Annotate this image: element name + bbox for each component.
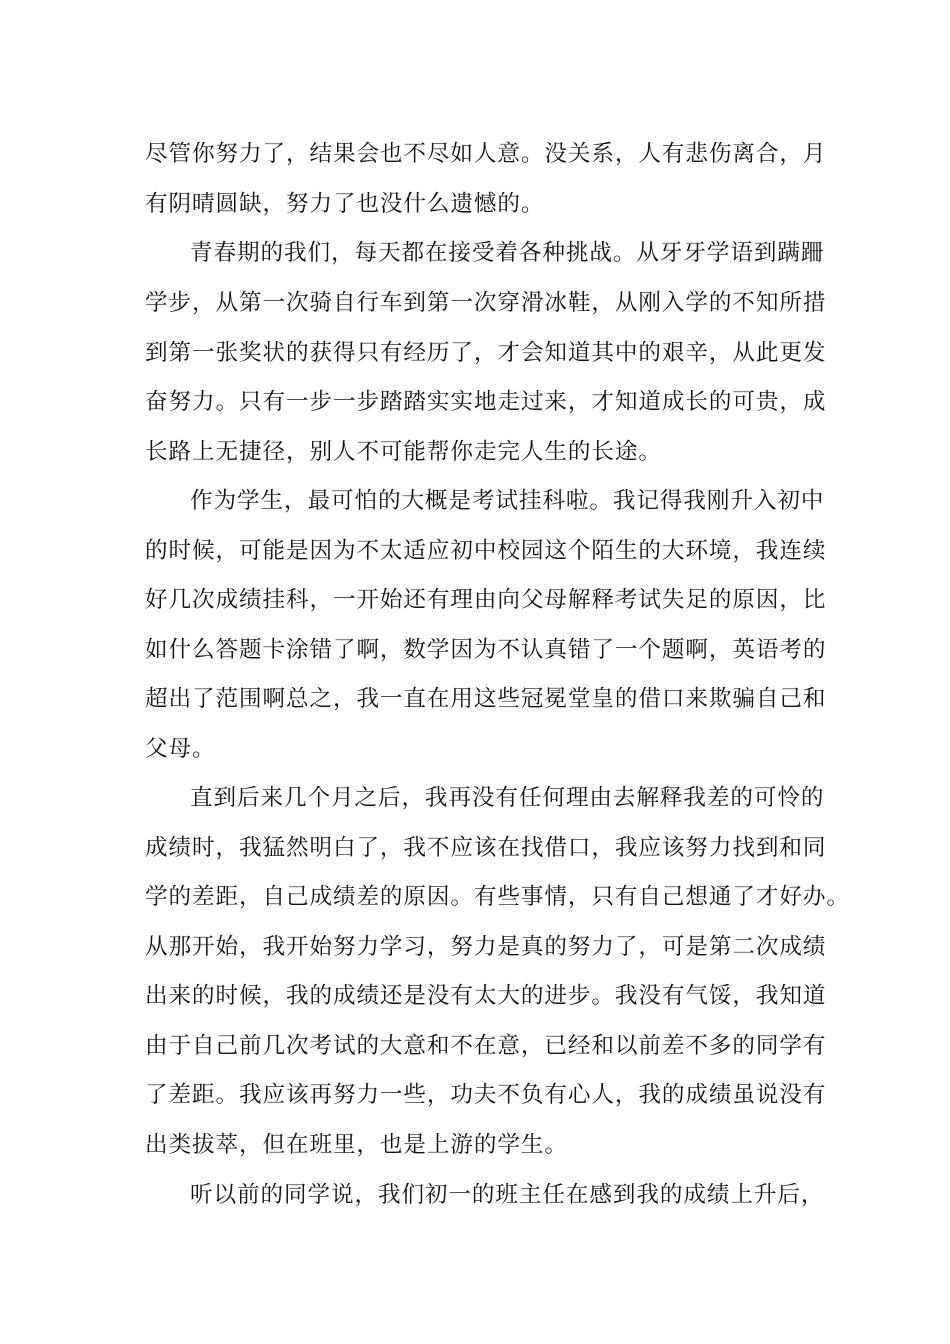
text-line: 从那开始，我开始努力学习，努力是真的努力了，可是第二次成绩: [145, 934, 827, 960]
paragraph-first-line: 青春期的我们，每天都在接受着各种挑战。从牙牙学语到蹒跚: [190, 240, 825, 266]
text-line: 尽管你努力了，结果会也不尽如人意。没关系，人有悲伤离合，月: [145, 141, 827, 167]
text-line: 出来的时候，我的成绩还是没有太大的进步。我没有气馁，我知道: [145, 983, 827, 1009]
text-line: 如什么答题卡涂错了啊，数学因为不认真错了一个题啊，英语考的: [145, 637, 827, 663]
text-line: 学步，从第一次骑自行车到第一次穿滑冰鞋，从刚入学的不知所措: [145, 290, 827, 316]
text-line: 超出了范围啊总之，我一直在用这些冠冕堂皇的借口来欺骗自己和: [145, 686, 827, 712]
text-line: 的时候，可能是因为不太适应初中校园这个陌生的大环境，我连续: [145, 538, 827, 564]
text-line: 好几次成绩挂科，一开始还有理由向父母解释考试失足的原因，比: [145, 587, 827, 613]
text-line: 长路上无捷径，别人不可能帮你走完人生的长途。: [145, 439, 662, 465]
text-line: 学的差距，自己成绩差的原因。有些事情，只有自己想通了才好办。: [145, 884, 850, 910]
paragraph-first-line: 听以前的同学说，我们初一的班主任在感到我的成绩上升后，: [190, 1182, 825, 1208]
text-line: 父母。: [145, 736, 216, 762]
text-line: 成绩时，我猛然明白了，我不应该在找借口，我应该努力找到和同: [145, 835, 827, 861]
text-line: 出类拔萃，但在班里，也是上游的学生。: [145, 1132, 568, 1158]
text-line: 有阴晴圆缺，努力了也没什么遗憾的。: [145, 191, 545, 217]
text-line: 奋努力。只有一步一步踏踏实实地走过来，才知道成长的可贵，成: [145, 389, 827, 415]
paragraph-first-line: 直到后来几个月之后，我再没有任何理由去解释我差的可怜的: [190, 785, 825, 811]
text-line: 到第一张奖状的获得只有经历了，才会知道其中的艰辛，从此更发: [145, 340, 827, 366]
text-line: 了差距。我应该再努力一些，功夫不负有心人，我的成绩虽说没有: [145, 1082, 827, 1108]
text-line: 由于自己前几次考试的大意和不在意，已经和以前差不多的同学有: [145, 1033, 827, 1059]
paragraph-first-line: 作为学生，最可怕的大概是考试挂科啦。我记得我刚升入初中: [190, 488, 825, 514]
